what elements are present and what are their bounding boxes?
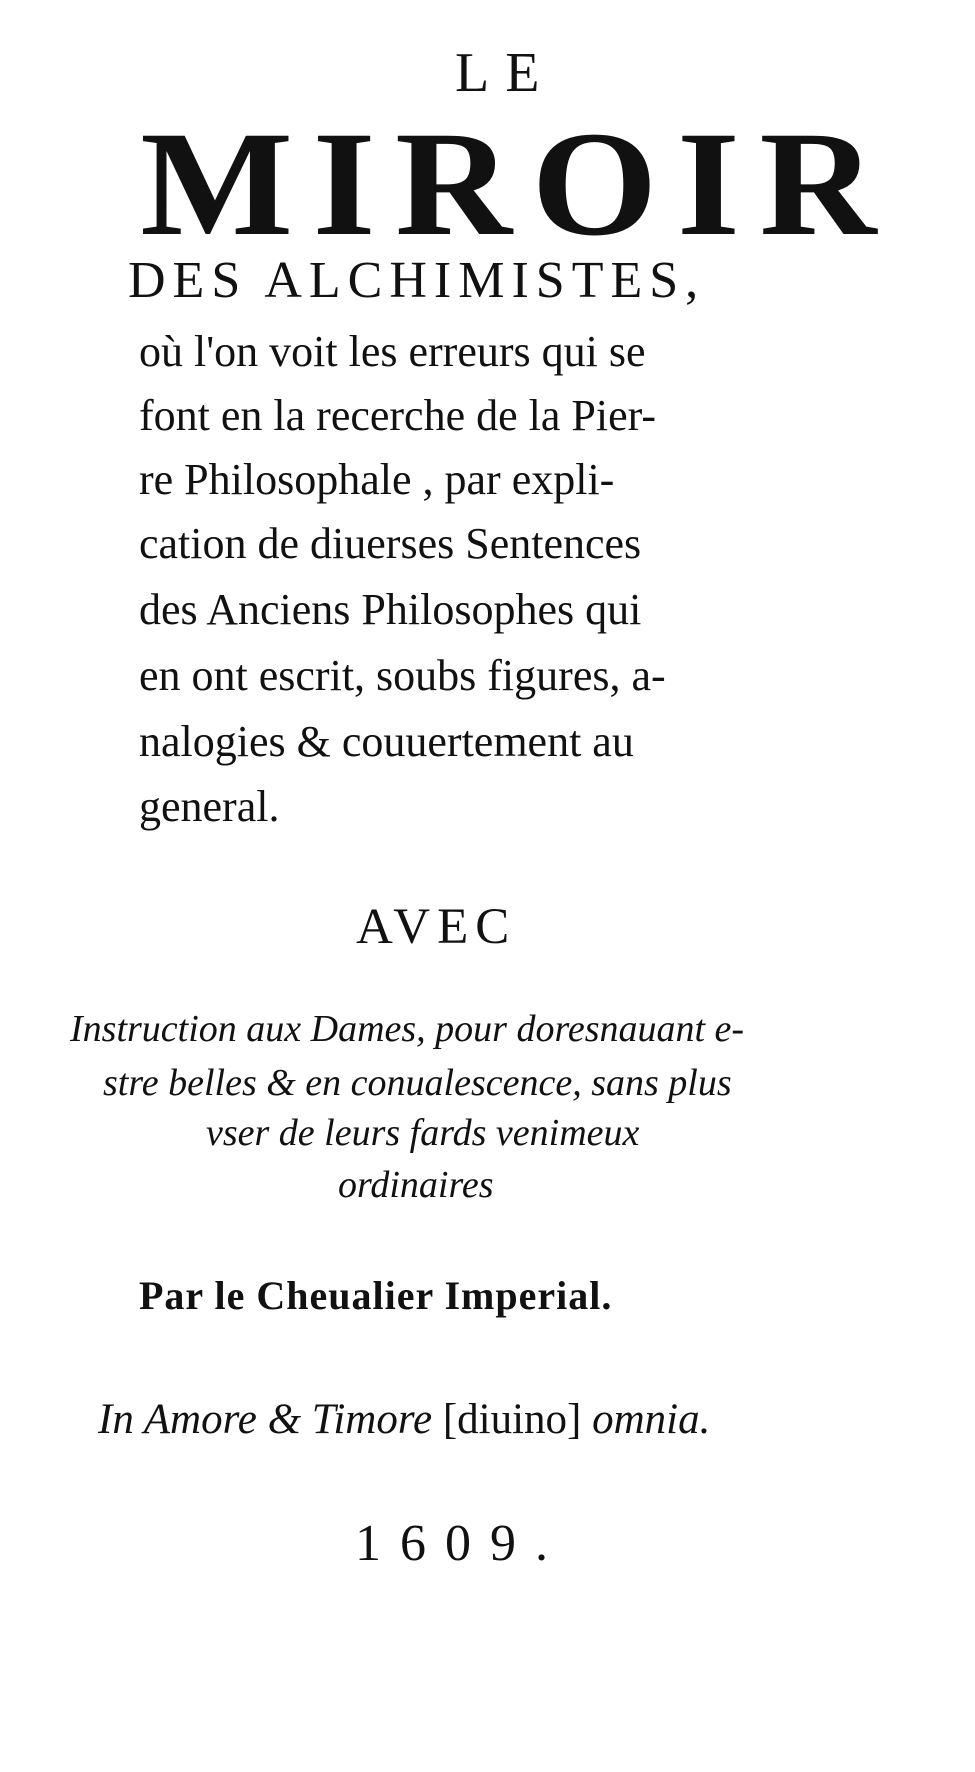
subtitle-line: cation de diuerses Sentences <box>139 519 642 568</box>
motto-part: omnia. <box>592 1396 711 1443</box>
subtitle-line: en ont escrit, soubs figures, a- <box>139 651 666 700</box>
motto <box>98 1398 710 1441</box>
motto-part: In Amore & Timore <box>98 1396 443 1443</box>
author-line: Par le Cheualier Imperial. <box>139 1273 613 1318</box>
instruction-line: vser de leurs fards venimeux <box>206 1112 640 1154</box>
motto-part: [diuino] <box>442 1396 593 1443</box>
section-heading-avec: AVEC <box>356 899 517 955</box>
instruction-line: stre belles & en conualescence, sans plus <box>103 1062 732 1104</box>
subtitle-line: des Anciens Philosophes qui <box>139 585 642 634</box>
subtitle-line: re Philosophale , par expli- <box>139 455 615 504</box>
subtitle-line: font en la recerche de la Pier- <box>139 391 657 440</box>
title-subtitle: DES ALCHIMISTES, <box>128 252 706 309</box>
title-main: MIROIR <box>140 101 896 267</box>
subtitle-line: nalogies & couuertement au <box>139 717 634 766</box>
subtitle-line: general. <box>139 782 280 831</box>
subtitle-line: où l'on voit les erreurs qui se <box>139 327 646 376</box>
instruction-line: Instruction aux Dames, pour doresnauant e- <box>70 1008 745 1050</box>
publication-year: 1609. <box>355 1515 567 1572</box>
instruction-line: ordinaires <box>338 1164 494 1206</box>
title-word-le: LE <box>455 42 556 104</box>
